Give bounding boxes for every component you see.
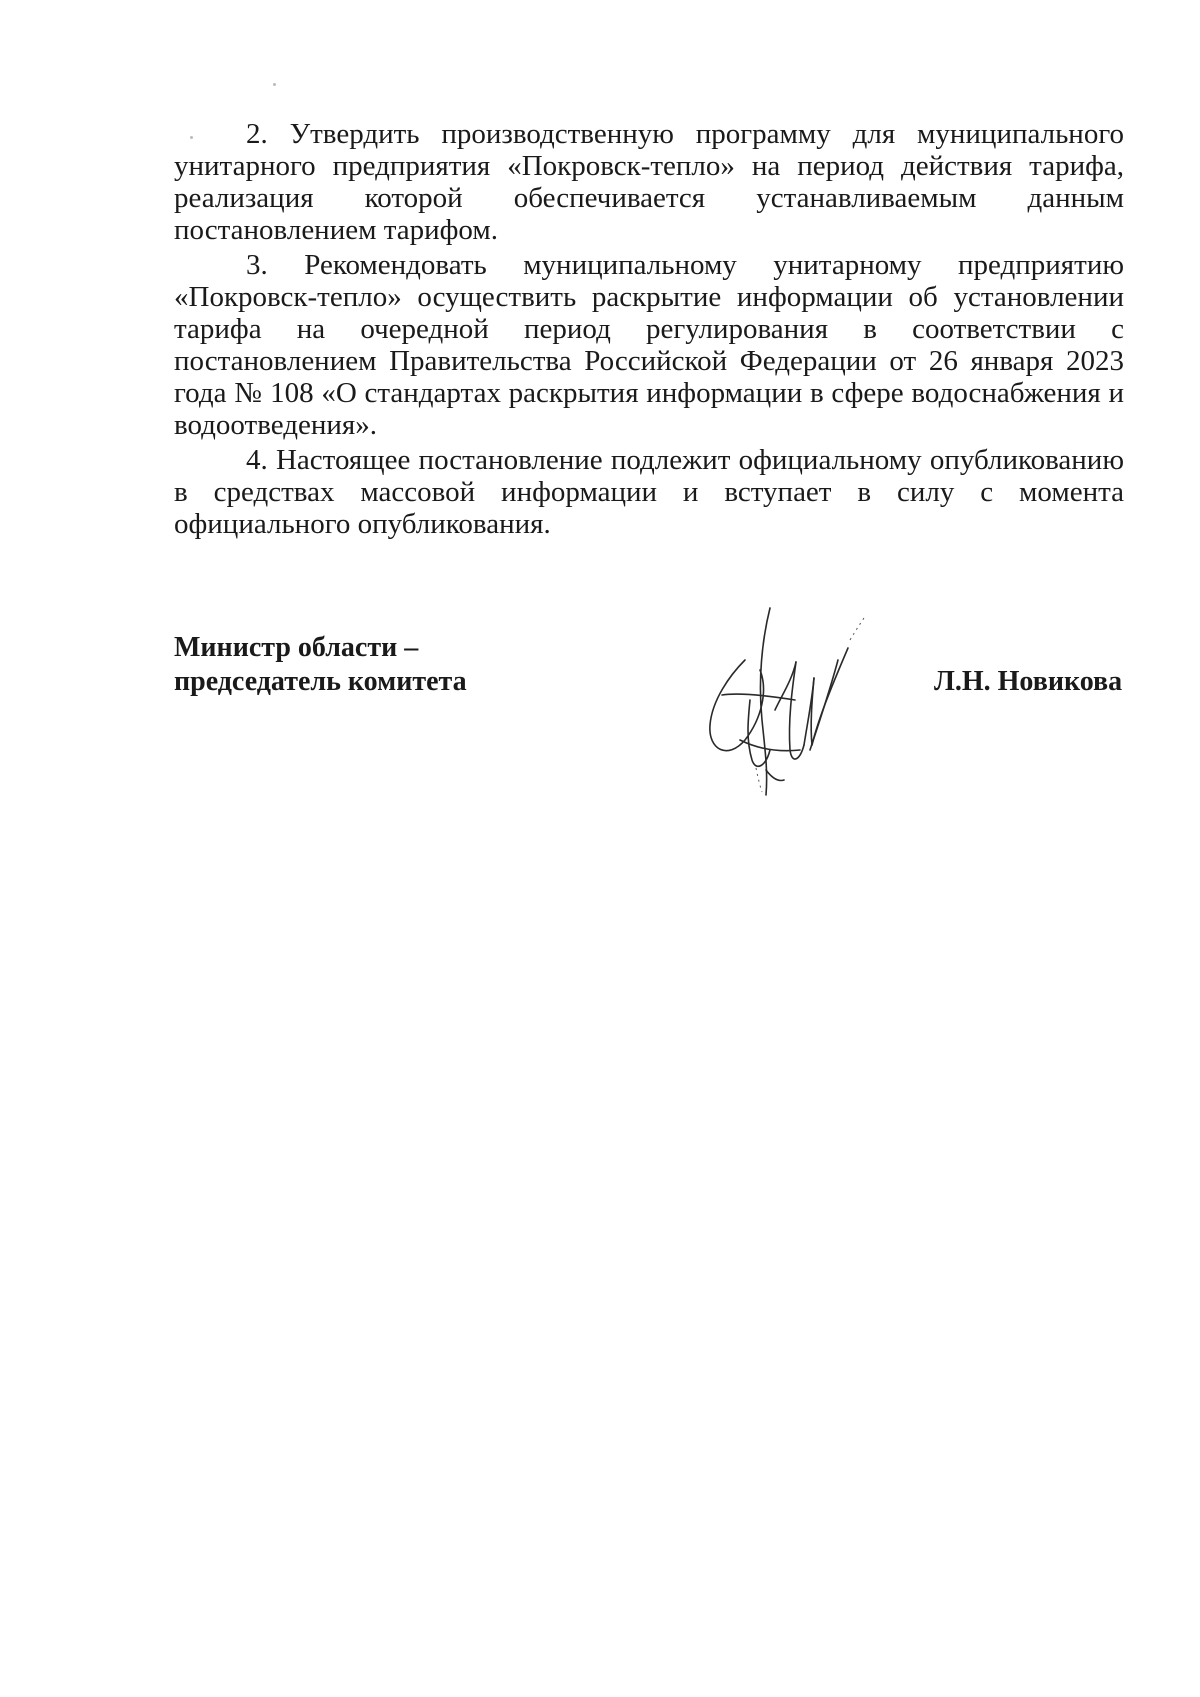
- document-body: [174, 118, 1124, 543]
- paragraph-4: 4. Настоящее постановление подлежит официальному опубликованию в средствах массовой информации и вступает в силу с момента официального опубликования.: [174, 444, 1124, 540]
- signatory-title: [174, 631, 467, 699]
- signatory-name: Л.Н. Новикова: [934, 666, 1123, 697]
- paragraph-2: 2. Утвердить производственную программу для муниципального унитарного предприятия «Покровск-тепло» на период действия тарифа, реализация которой обеспечивается устанавливаемым данным постановлением тарифом.: [174, 118, 1124, 246]
- signatory-title-line-1: Министр области –: [174, 632, 419, 663]
- paragraph-3: 3. Рекомендовать муниципальному унитарному предприятию «Покровск-тепло» осуществить раскрытие информации об установлении тарифа на очередной период регулирования в соответствии с постановлением Правительства Российской Федерации от 26 января 2023 года № 108 «О стандартах раскрытия информации в сфере водоснабжения и водоотведения».: [174, 249, 1124, 441]
- signatory-title-line-2: председатель комитета: [174, 666, 467, 697]
- handwritten-signature: [700, 600, 880, 800]
- scan-artifact: [273, 83, 276, 86]
